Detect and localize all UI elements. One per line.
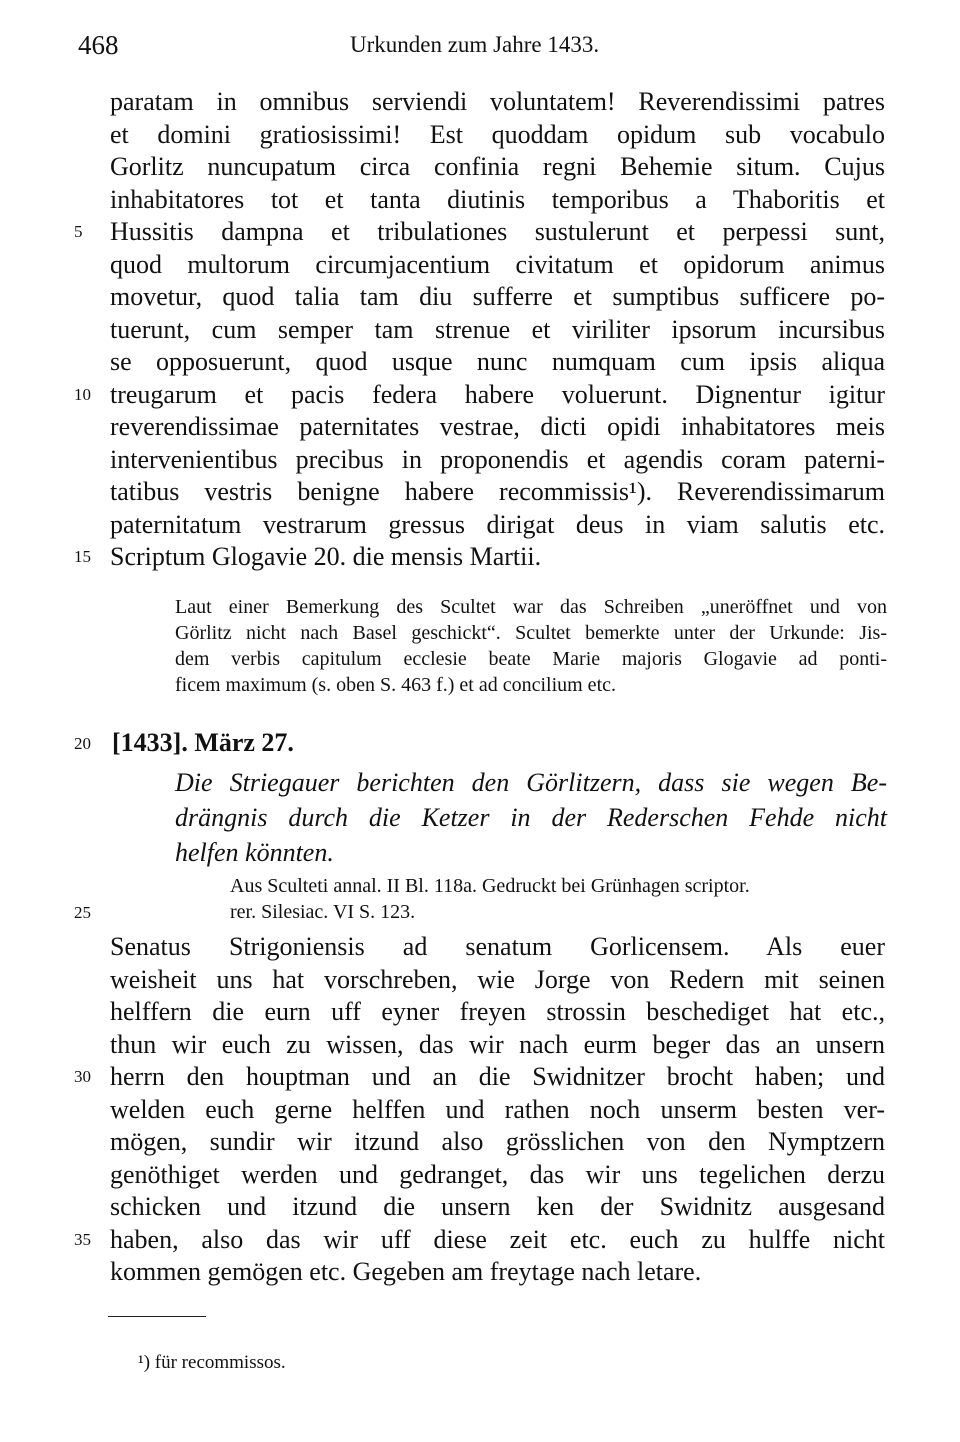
text-line: quod multorum circumjacentium civitatum et opidorum animus (110, 249, 885, 279)
text-line: reverendissimae paternitates vestrae, dicti opidi inhabitatores meis (110, 412, 885, 441)
text-line: Laut einer Bemerkung des Scultet war das Schreiben „uneröffnet und von (175, 596, 887, 618)
text-line: schicken und itzund die unsern ken der Swidnitz ausgesand (110, 1192, 885, 1221)
text-line: thun wir euch zu wissen, das wir nach eurm beger das an unsern (110, 1029, 885, 1059)
text-line: kommen gemögen etc. Gegeben am freytage nach letare. (110, 1257, 702, 1286)
page-number: 468 (78, 30, 119, 60)
text-line: Görlitz nicht nach Basel geschickt“. Scultet bemerkte unter der Urkunde: Jis- (175, 622, 887, 644)
text-line: herrn den houptman und an die Swidnitzer brocht haben; und (110, 1062, 885, 1091)
text-line: Hussitis dampna et tribulationes sustulerunt et perpessi sunt, (110, 217, 885, 246)
page-header (0, 30, 960, 70)
footnote-rule (108, 1316, 206, 1317)
summary-line: drängnis durch die Ketzer in der Rederschen Fehde nicht (175, 803, 887, 832)
text-line: tuerunt, cum semper tam strenue et viriliter ipsorum incursibus (110, 314, 885, 344)
footnote: ¹) für recommissos. (138, 1352, 286, 1373)
summary-line: Die Striegauer berichten den Görlitzern, dass sie wegen Be- (175, 768, 887, 797)
text-line: movetur, quod talia tam diu sufferre et sumptibus sufficere po- (110, 282, 885, 311)
text-line: treugarum et pacis federa habere voluerunt. Dignentur igitur (110, 379, 885, 409)
line-number: 5 (74, 222, 83, 241)
text-line: welden euch gerne helffen und rathen noch unserm besten ver- (110, 1094, 885, 1124)
text-line: helffern die eurn uff eyner freyen strossin beschediget hat etc., (110, 997, 885, 1026)
line-number: 20 (74, 734, 91, 753)
text-line: genöthiget werden und gedranget, das wir uns tegelichen derzu (110, 1159, 885, 1189)
source-line: rer. Silesiac. VI S. 123. (230, 901, 416, 923)
text-line: Senatus Strigoniensis ad senatum Gorlicensem. Als euer (110, 932, 885, 961)
line-number: 35 (74, 1229, 91, 1249)
text-line: intervenientibus precibus in proponendis et agendis coram paterni- (110, 444, 885, 474)
running-title: Urkunden zum Jahre 1433. (350, 32, 600, 57)
text-line: tatibus vestris benigne habere recommissis¹). Reverendissimarum (110, 477, 885, 506)
text-line: ficem maximum (s. oben S. 463 f.) et ad concilium etc. (175, 674, 616, 696)
summary-line: helfen könnten. (175, 838, 334, 867)
line-number: 30 (74, 1067, 91, 1086)
text-line: weisheit uns hat vorschreben, wie Jorge von Redern mit seinen (110, 964, 885, 994)
text-line: se opposuerunt, quod usque nunc numquam cum ipsis aliqua (110, 347, 885, 376)
source-line: Aus Sculteti annal. II Bl. 118a. Gedruckt bei Grünhagen scriptor. (230, 875, 750, 897)
text-line: et domini gratiosissimi! Est quoddam opidum sub vocabulo (110, 119, 885, 149)
line-number: 15 (74, 547, 91, 566)
line-number: 10 (74, 384, 91, 404)
line-number: 25 (74, 903, 91, 922)
text-line: paternitatum vestrarum gressus dirigat deus in viam salutis etc. (110, 509, 885, 539)
text-line: Scriptum Glogavie 20. die mensis Martii. (110, 542, 542, 571)
text-line: paratam in omnibus serviendi voluntatem! Reverendissimi patres (110, 87, 885, 116)
text-line: Gorlitz nuncupatum circa confinia regni Behemie situm. Cujus (110, 152, 885, 181)
entry-date: [1433]. März 27. (112, 728, 294, 757)
text-line: dem verbis capitulum ecclesie beate Marie majoris Glogavie ad ponti- (175, 648, 887, 670)
text-line: haben, also das wir uff diese zeit etc. euch zu hulffe nicht (110, 1224, 885, 1254)
text-line: inhabitatores tot et tanta diutinis temporibus a Thaboritis et (110, 184, 885, 214)
text-line: mögen, sundir wir itzund also grösslichen von den Nymptzern (110, 1127, 885, 1156)
